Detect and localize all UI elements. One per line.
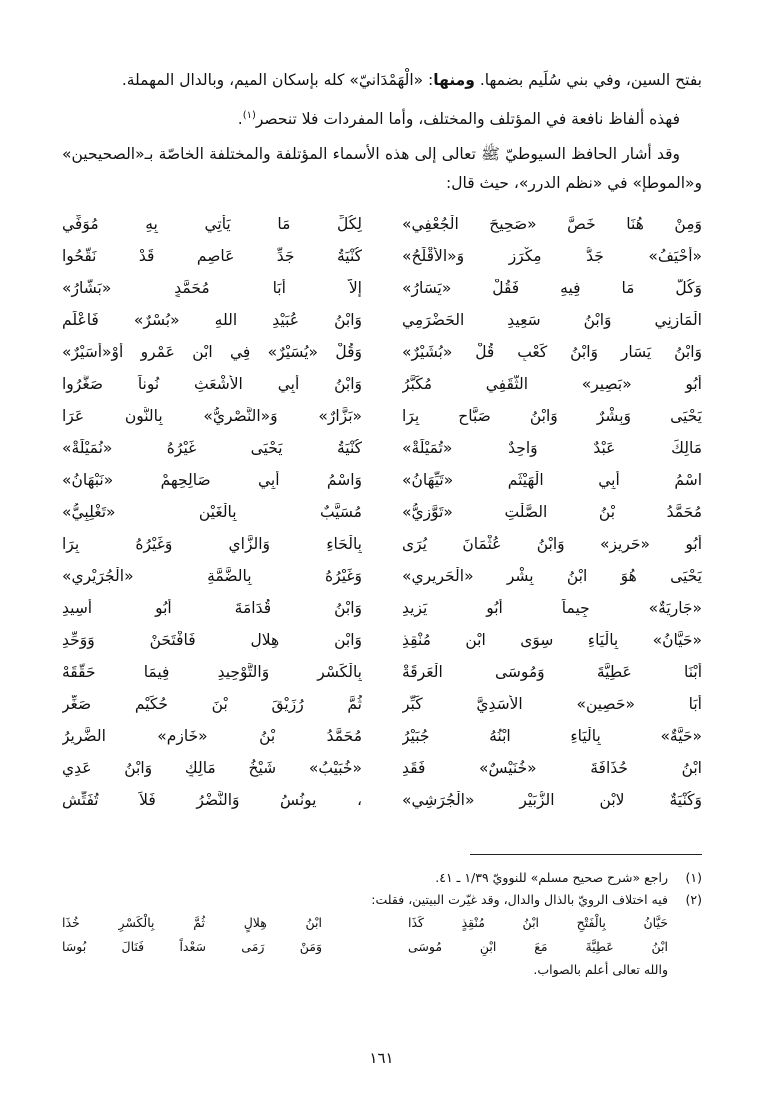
second-hemistich: إلاَّ أَبَا مُحَمَّدٍ «بَشَّارُ» — [62, 279, 362, 298]
first-hemistich: أَبَا «حَصِينٍ» الأَسَدِيَّ كَبِّرِ — [402, 695, 702, 714]
first-hemistich: وَابْنُ يَسَارٍ وَابْنُ كَعْبٍ قُلْ «بُشَيْرٌ» — [402, 343, 702, 362]
second-hemistich: وَغَيْرُهُ بِالضَّمَّةِ «الْجُرَيْرِي» — [62, 567, 362, 586]
poem-verse — [62, 720, 702, 752]
paragraph-1-bold: ومنها — [433, 71, 475, 89]
second-hemistich: وَابْنُ قُدَامَةَ أَبُو أَسِيدِ — [62, 599, 362, 618]
poem-verse — [62, 272, 702, 304]
poem-verse — [62, 656, 702, 688]
first-hemistich: مُحَمَّدُ بْنُ الصَّلْتِ «تَوَّزِيُّ» — [402, 503, 702, 522]
poem-verse — [62, 752, 702, 784]
poem-verse — [62, 368, 702, 400]
poem-verse — [62, 624, 702, 656]
second-hemistich: بِالْحَاءِ وَالزَّايِ وَغَيْرُهُ بِرَا — [62, 535, 362, 554]
second-hemistich: كُنْيَةُ جَدِّ عَاصِمٍ قَدْ نَقَّحُوا — [62, 247, 362, 266]
paragraph-2 — [62, 101, 702, 134]
second-hemistich: لِكُلِّ مَا يَأْتِي بِهِ مُوَفِّي — [62, 215, 362, 234]
poem-verse — [62, 336, 702, 368]
poem-verse — [62, 784, 702, 816]
second-hemistich: ، يونُسُ وَالنَّضْرُ فَلاَ تُفَتِّشِ — [62, 791, 362, 810]
second-hemistich: ثُمَّ رُزَيْقَ بْنَ حُكَيْمٍ صَغِّرِ — [62, 695, 362, 714]
footnote-1-number: (١) — [685, 870, 702, 886]
footnote-verse-1-second-hemistich: ابْنُ هِلالٍ ثُمَّ بِالْكَسْرِ خُذَا — [62, 915, 322, 931]
second-hemistich: «خُبَيْبُ» شَيْخُ مَالِكٍ وَابْنُ عَدِي — [62, 759, 362, 778]
first-hemistich: ابْنُ حُذَافَةَ «خُنَيْسٌ» فَقَدِ — [402, 759, 702, 778]
poem-verse — [62, 528, 702, 560]
footnote-verse-2 — [62, 935, 702, 959]
first-hemistich: اسْمُ أَبِي الْهَيْثَمِ «تَيِّهَانُ» — [402, 471, 702, 490]
second-hemistich: مُسَيَّبٌ بِالْغَيْنِ «تَغْلِبِيُّ» — [62, 503, 362, 522]
second-hemistich: وَابْنُ أَبِي الأَشْعَثِ نُوناً صَغَّرُوا — [62, 375, 362, 394]
poem-verse — [62, 560, 702, 592]
footnote-ref-1: (١) — [242, 110, 256, 121]
footnote-separator — [470, 854, 702, 855]
footnote-1 — [62, 867, 702, 889]
prose-section — [62, 66, 702, 198]
poem-verse — [62, 688, 702, 720]
first-hemistich: أَبُو «بَصِيرٍ» الثَّقَفِي مُكَبَّرُ — [402, 375, 702, 394]
first-hemistich: «أَحْيَفُ» جَدُّ مِكْرَزٍ وَ«الأَقْلَحُ» — [402, 247, 702, 266]
first-hemistich: أَبْنَا عَطِيَّةَ وَمُوسَى الْعَرِقَةْ — [402, 663, 702, 682]
poem-verse — [62, 304, 702, 336]
footnote-verse-2-second-hemistich: وَمَنْ رَمَى سَعْداً فَنَالَ بُوسَا — [62, 939, 322, 955]
first-hemistich: يَحْيَى هُوَ ابْنُ بِشْرٍ «الْحَرِيرِي» — [402, 567, 702, 586]
first-hemistich: وَمِنْ هُنَا خَصَّ «صَحِيحَ الْجُعْفِي» — [402, 215, 702, 234]
paragraph-2-text: فهذه ألفاظ نافعة في المؤتلف والمختلف، وأما المفردات فلا تنحصر — [255, 110, 680, 129]
poem-verse — [62, 432, 702, 464]
first-hemistich: «حَيَّانُ» بِالْيَاءِ سِوَى ابْنِ مُنْقِذِ — [402, 631, 702, 650]
footnote-2 — [62, 889, 702, 911]
second-hemistich: وَقُلْ «يُسَيْرٌ» فِي ابْنِ عَمْرٍو أَوْ«أُسَيْرٌ» — [62, 343, 362, 362]
footnote-verse-1 — [62, 911, 702, 935]
first-hemistich: وَكُلُّ مَا فِيهِ فَقُلْ «يَسَارُ» — [402, 279, 702, 298]
poem-verse — [62, 592, 702, 624]
poem-verse — [62, 240, 702, 272]
second-hemistich: مُحَمَّدُ بْنُ «خَازِمٍ» الضَّرِيرُ — [62, 727, 362, 746]
footnote-closing: والله تعالى أعلم بالصواب. — [533, 962, 668, 978]
footnotes — [62, 867, 702, 981]
first-hemistich: «حَيَّةٌ» بِالْيَاءِ ابْنُهُ جُبَيْرُ — [402, 727, 702, 746]
poem-verse — [62, 400, 702, 432]
poem-verse — [62, 496, 702, 528]
first-hemistich: يَحْيَى وَبِشْرٌ وَابْنُ صَبَّاحٍ بِرَا — [402, 407, 702, 426]
footnote-verse-2-first-hemistich: ابْنُ عَطِيَّةَ مَعَ ابْنِ مُوسَى — [408, 939, 668, 955]
poem-verse — [62, 208, 702, 240]
paragraph-2-tail: . — [237, 110, 243, 129]
footnote-2-number: (٢) — [685, 892, 702, 908]
poem-verse — [62, 464, 702, 496]
paragraph-1-start: بفتح السين، وفي بني سُلَيم بضمها. — [474, 71, 702, 89]
footnote-2-text: فيه اختلاف الرويّ بالذال والدال، وقد غيّرت البيتين، فقلت: — [371, 892, 668, 908]
paragraph-1-end: : «الْهَمْدَانيّ» كله بإسكان الميم، وبالدال المهملة. — [121, 71, 434, 89]
paragraph-1 — [62, 66, 702, 95]
footnote-1-text: راجع «شرح صحيح مسلم» للنوويّ ١/٣٩ ـ ٤١. — [435, 870, 668, 886]
footnote-verse-1-first-hemistich: حَيَّانُ بِالْفَتْحِ ابْنُ مُنْقِذٍ كَذَا — [408, 915, 668, 931]
second-hemistich: وَاسْمُ أَبِي صَالِحِهِمْ «نَبْهَانُ» — [62, 471, 362, 490]
second-hemistich: «بَزَّارٌ» وَ«النَّصْرِيُّ» بِالنُّونِ عَرَا — [62, 407, 362, 426]
first-hemistich: أَبُو «حَرِيزٍ» وَابْنُ عُثْمَانَ يُرَى — [402, 535, 702, 554]
second-hemistich: وَابْنِ هِلالٍ فَافْتَحَنْ وَوَحِّدِ — [62, 631, 362, 650]
first-hemistich: «جَارِيَةٌ» جِيماً أَبُو يَزِيدِ — [402, 599, 702, 618]
page — [62, 66, 702, 981]
first-hemistich: وَكُنْيَةٌ لابْنِ الزُّبَيْرِ «الْجُرَشِي» — [402, 791, 702, 810]
second-hemistich: بِالْكَسْرِ وَالتَّوْحِيدِ فِيمَا حَقَّقَهْ — [62, 663, 362, 682]
page-number: ١٦١ — [369, 1049, 394, 1067]
poem — [62, 208, 702, 816]
first-hemistich: الْمَازِنِي وَابْنُ سَعِيدِ الحَضْرَمِي — [402, 311, 702, 330]
first-hemistich: مَالِكَ عَبْدٌ وَاحِدٌ «تُمَيْلَةْ» — [402, 439, 702, 458]
second-hemistich: كُنْيَةُ يَحْيَى غَيْرُهُ «نُمَيْلَةْ» — [62, 439, 362, 458]
second-hemistich: وَابْنُ عُبَيْدِ اللهِ «بُسْرٌ» فَاعْلَمِ — [62, 311, 362, 330]
paragraph-3: وقد أشار الحافظ السيوطيّ ﷺ تعالى إلى هذه الأسماء المؤتلفة والمختلفة الخاصّة بـ«الصحيحين» و«الموطإ» في «نظم الدرر»، حيث قال: — [62, 145, 702, 193]
